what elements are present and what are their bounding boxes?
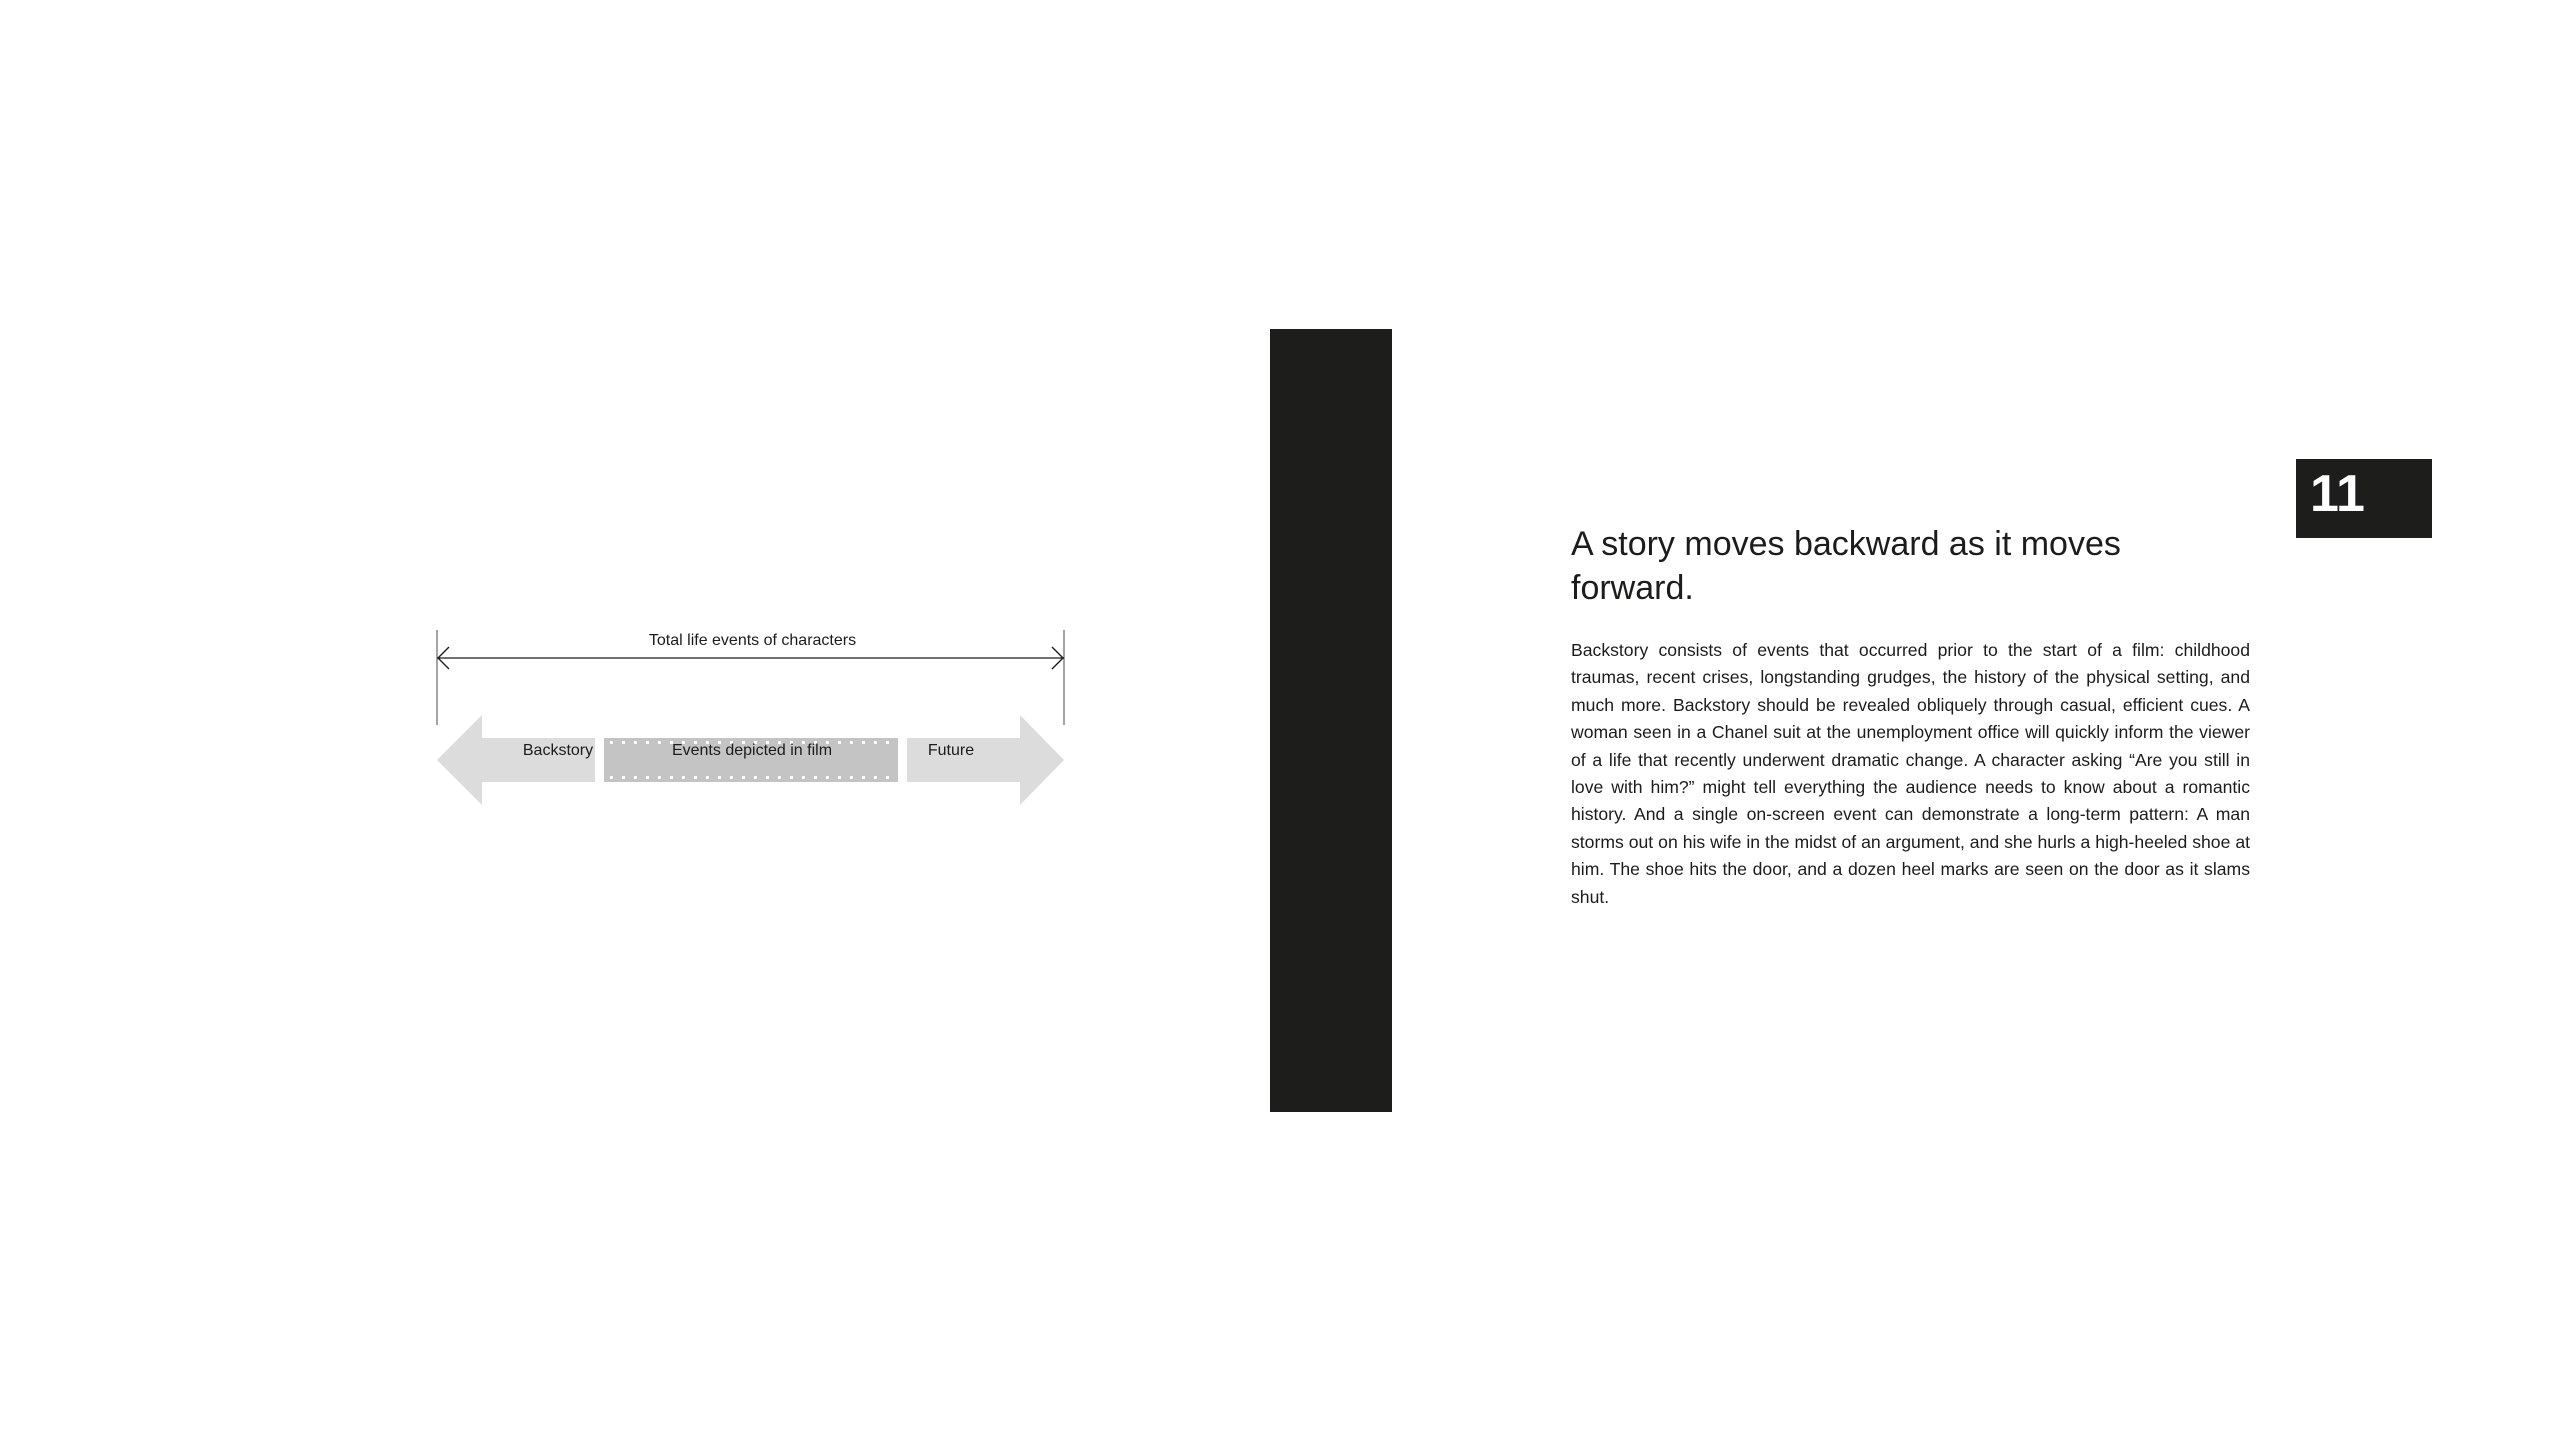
timeline-graphic	[430, 625, 1075, 805]
future-label: Future	[927, 742, 975, 759]
future-arrow	[907, 715, 1064, 805]
body-paragraph: Backstory consists of events that occurred prior to the start of a film: childhood traumas, recent crises, longstanding grudges, the history of the physical setting, and much more. Backstory should be revealed obliquely through casual, efficient cues. A woman seen in a Chanel suit at the unemployment office will quickly inform the viewer of a life that recently underwent dramatic change. A character asking “Are you still in love with him?” might tell everything the audience needs to know about a romantic history. And a single on-screen event can demonstrate a long-term pattern: A man storms out on his wife in the midst of an argument, and she hurls a high-heeled shoe at him. The shoe hits the door, and a dozen heel marks are seen on the door as it slams shut.	[1571, 640, 2250, 907]
page-heading: A story moves backward as it moves forward.	[1571, 525, 2121, 607]
events-depicted-label: Events depicted in film	[671, 742, 833, 759]
page-number: 11	[2310, 465, 2365, 523]
backstory-arrow	[437, 715, 595, 805]
backstory-label: Backstory	[522, 742, 594, 759]
spine-bar	[1270, 329, 1392, 1112]
diagram-caption: Total life events of characters	[648, 632, 857, 649]
backstory-timeline-diagram	[430, 625, 1075, 805]
page-number-tab	[2296, 459, 2432, 538]
